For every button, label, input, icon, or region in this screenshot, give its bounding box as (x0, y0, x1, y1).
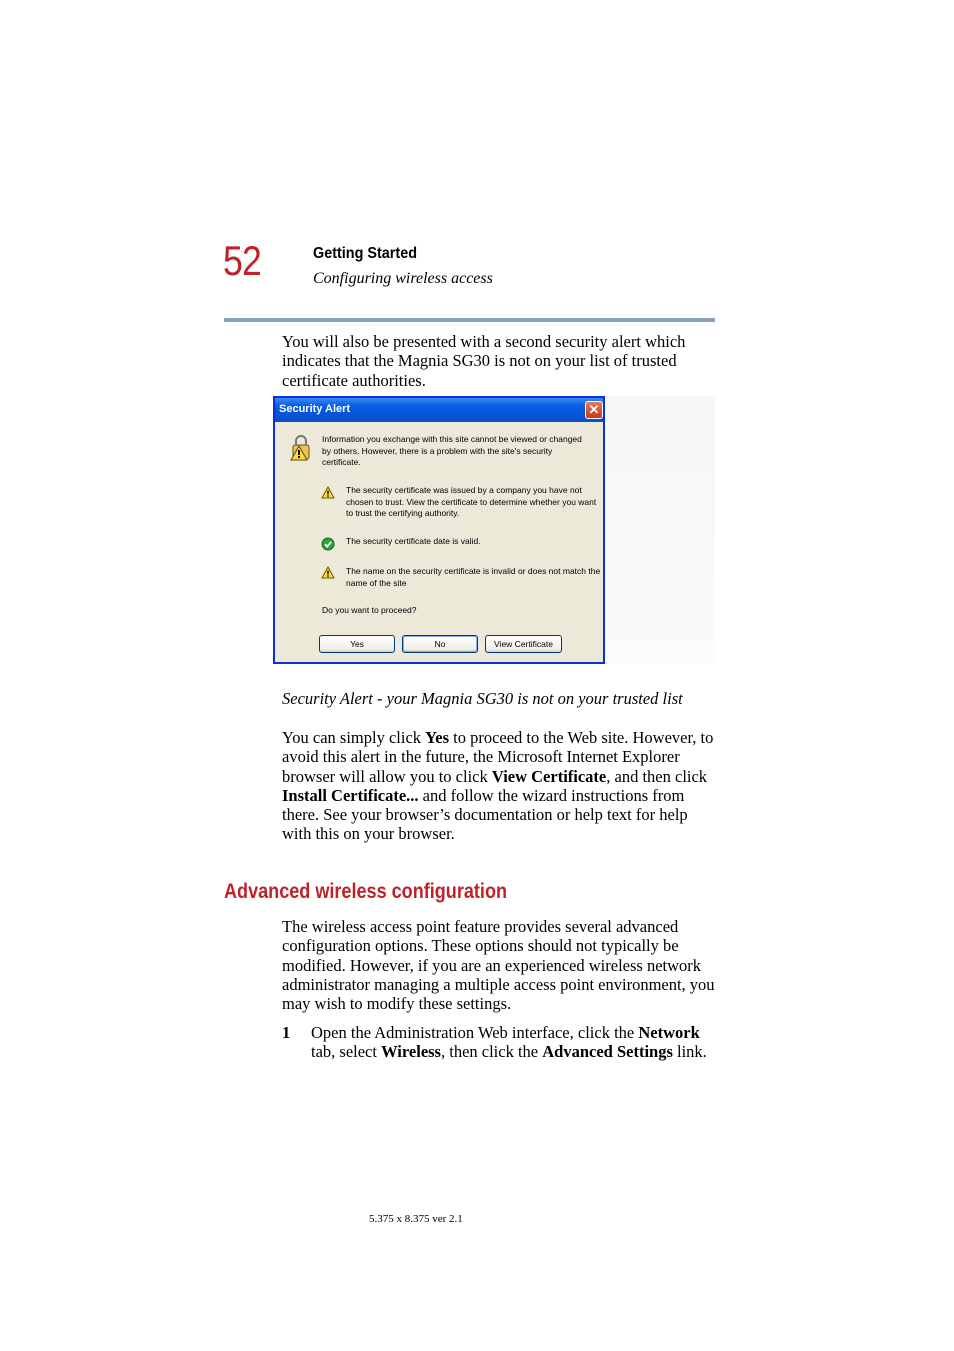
body-paragraph-3: The wireless access point feature provides several advanced configuration options. These options should not typically be modified. However, if you are an experienced wireless network administrator managing a multiple access point environment, you may wish to modify these settings. (282, 917, 715, 1014)
dialog-item-name-invalid: The name on the security certificate is invalid or does not match the name of the site (346, 566, 601, 588)
warning-icon (321, 566, 335, 579)
page-number: 52 (223, 237, 262, 284)
check-icon (321, 537, 335, 551)
dialog-item-date-valid: The security certificate date is valid. (346, 536, 481, 546)
close-button[interactable]: ✕ (585, 401, 603, 419)
dialog-title: Security Alert (279, 403, 351, 415)
step-text: Open the Administration Web interface, click the Network tab, select Wireless, then click the Advanced Settings link. (311, 1023, 707, 1062)
wireless-term: Wireless (381, 1042, 441, 1062)
section-heading: Advanced wireless configuration (224, 880, 508, 903)
yes-term: Yes (425, 728, 449, 747)
header-rule (224, 318, 715, 322)
warning-icon (321, 486, 335, 499)
view-certificate-term: View Certificate (491, 766, 607, 786)
dialog-titlebar[interactable] (275, 398, 603, 422)
chapter-title: Getting Started (313, 245, 418, 262)
dialog-intro-text: Information you exchange with this site cannot be viewed or changed by others. However, there is a problem with the site's security certificate. (322, 434, 582, 467)
install-certificate-term: Install Certificate... (282, 785, 419, 805)
section-title: Configuring wireless access (313, 270, 493, 287)
screenshot-background (605, 396, 715, 664)
advanced-settings-term: Advanced Settings (542, 1042, 673, 1062)
dialog-question: Do you want to proceed? (322, 605, 417, 615)
intro-paragraph: You will also be presented with a second security alert which indicates that the Magnia SG30 is not on your list of trusted certificate authorities. (282, 332, 686, 390)
figure-caption: Security Alert - your Magnia SG30 is not on your trusted list (282, 689, 683, 708)
dialog-item-untrusted: The security certificate was issued by a company you have not chosen to trust. View the certificate to determine whether you want to trust the certifying authority. (346, 485, 597, 518)
security-lock-icon (287, 434, 315, 462)
security-alert-dialog (273, 396, 605, 664)
step-number: 1 (282, 1023, 291, 1042)
page-footer: 5.375 x 8.375 ver 2.1 (369, 1213, 463, 1225)
network-term: Network (638, 1023, 700, 1042)
body-paragraph-2: You can simply click Yes to proceed to the Web site. However, to avoid this alert in the future, the Microsoft Internet Explorer browser will allow you to click View Certificate, and then click Install Certificate... and follow the wizard instructions from there. See your browser’s documentation or help text for help with this on your browser. (282, 728, 714, 844)
yes-button[interactable]: Yes (319, 635, 395, 653)
view-certificate-button[interactable]: View Certificate (485, 635, 562, 653)
no-button[interactable]: No (402, 635, 478, 653)
